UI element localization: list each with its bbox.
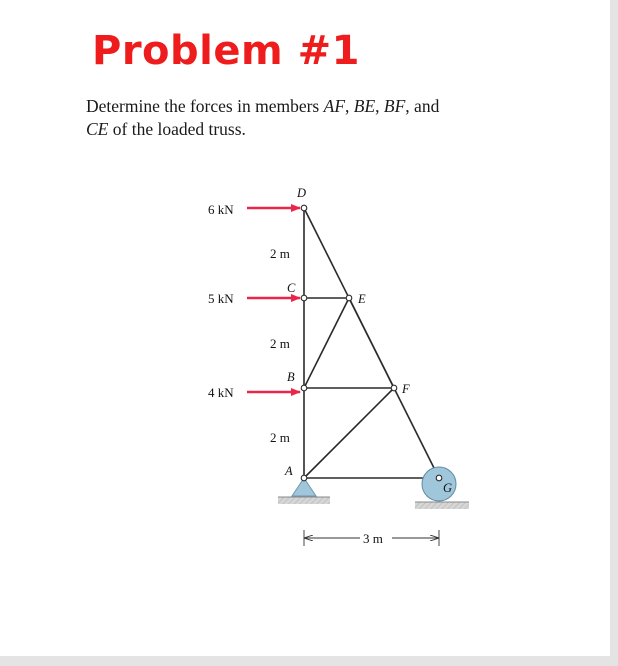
- statement-sep: , and: [405, 96, 440, 116]
- statement-intro: Determine the forces in members: [86, 96, 324, 116]
- pin-support: [278, 478, 330, 504]
- node-label-f: F: [402, 382, 410, 396]
- statement-tail: of the loaded truss.: [108, 119, 246, 139]
- load-label-c: 5 kN: [208, 291, 234, 306]
- member-af: [304, 388, 394, 478]
- joint-e: [346, 295, 352, 301]
- joint-g: [436, 475, 442, 481]
- member-ce: CE: [86, 119, 109, 139]
- member-bf: BF: [383, 96, 406, 116]
- statement-sep: ,: [375, 96, 384, 116]
- roller-support: [415, 467, 469, 509]
- joint-c: [301, 295, 307, 301]
- joint-b: [301, 385, 307, 391]
- joint-a: [301, 475, 307, 481]
- member-be: BE: [353, 96, 376, 116]
- member-be: [304, 298, 349, 388]
- load-label-d: 6 kN: [208, 202, 234, 217]
- node-label-c: C: [287, 281, 296, 295]
- node-label-a: A: [285, 464, 293, 478]
- member-af: AF: [323, 96, 346, 116]
- node-label-d: D: [297, 186, 307, 200]
- dimension-span: 3 m: [363, 531, 383, 546]
- statement-sep: ,: [345, 96, 354, 116]
- problem-heading: Problem #1: [92, 28, 360, 74]
- dimension-bc: 2 m: [270, 336, 290, 351]
- member-ef: [349, 298, 394, 388]
- joint-f: [391, 385, 397, 391]
- node-label-b: B: [287, 370, 295, 384]
- dimension-cd: 2 m: [270, 246, 290, 261]
- load-label-b: 4 kN: [208, 385, 234, 400]
- joint-d: [301, 205, 307, 211]
- dimension-ab: 2 m: [270, 430, 290, 445]
- node-label-g: G: [443, 481, 453, 495]
- node-label-e: E: [358, 292, 366, 306]
